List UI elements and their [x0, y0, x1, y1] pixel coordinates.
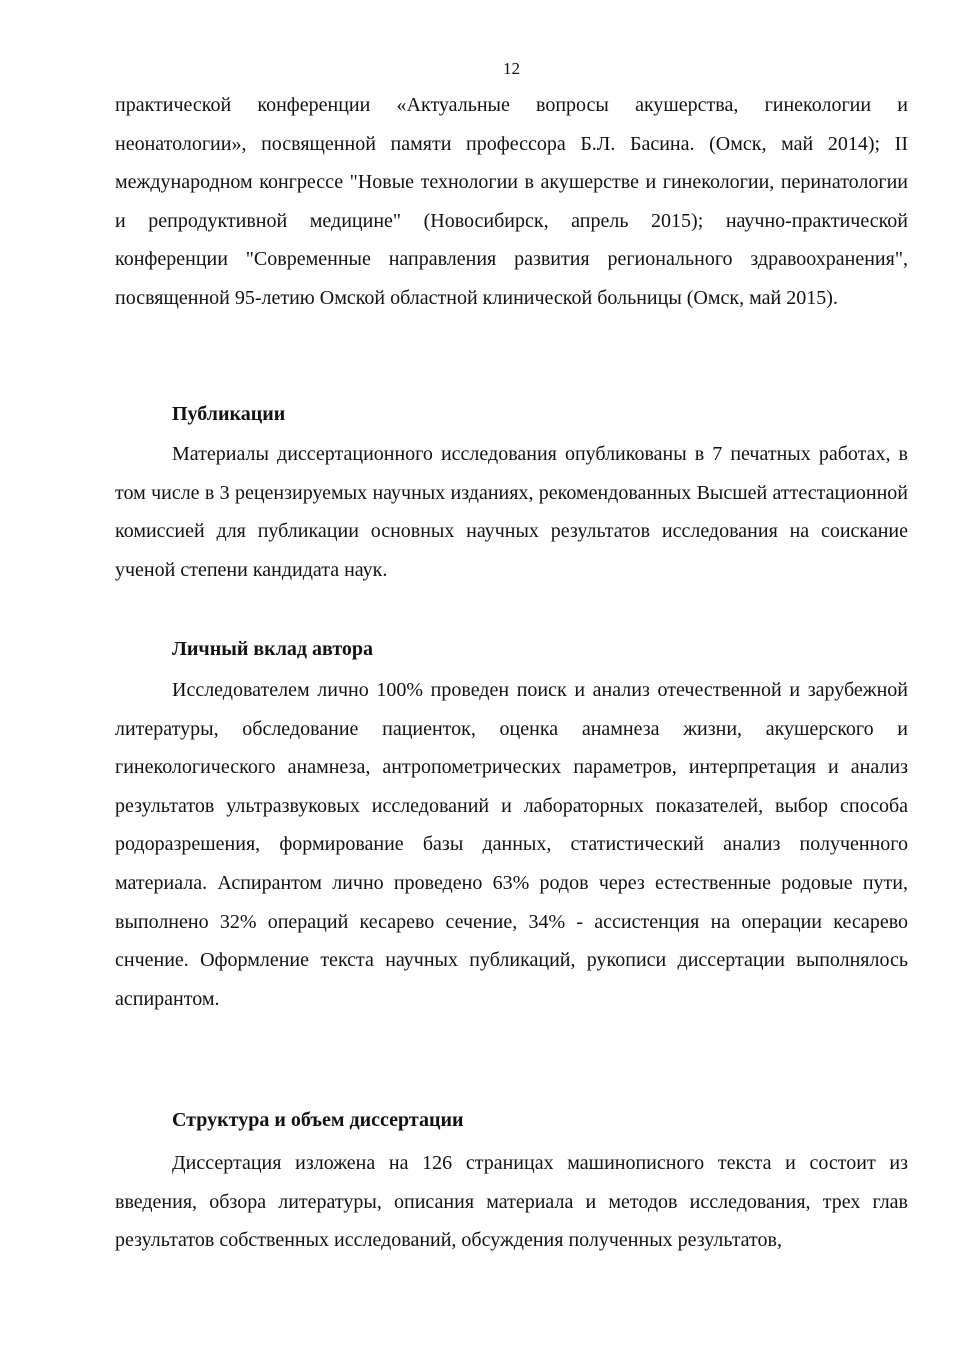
page-number: 12 [503, 59, 520, 78]
heading-personal-contribution: Личный вклад автора [172, 638, 374, 660]
personal-contribution-paragraph: Исследователем лично 100% проведен поиск и анализ отечественной и зарубежной литературы, обследование пациенток, оценка анамнеза жизни, акушерского и гинекологического анамнеза, антропометрических параметров, интерпретация и анализ результатов ультразвуковых исследований и лабораторных показателей, выбор способа родоразрешения, формирование базы данных, статистический анализ полученного материала. Аспирантом лично проведено 63% родов через естественные родовые пути, выполнено 32% операций кесарево сечение, 34% - ассистенция на операции кесарево снчение. Оформление текста научных публикаций, рукописи диссертации выполнялось аспирантом. [115, 679, 908, 1010]
dissertation-structure-paragraph: Диссертация изложена на 126 страницах машинописного текста и состоит из введения, обзора литературы, описания материала и методов исследования, трех глав результатов собственных исследований, обсуждения полученных результатов, [115, 1152, 908, 1252]
publications-paragraph: Материалы диссертационного исследования опубликованы в 7 печатных работах, в том числе в 3 рецензируемых научных изданиях, рекомендованных Высшей аттестационной комиссией для публикации основных научных результатов исследования на соискание ученой степени кандидата наук. [115, 443, 908, 581]
intro-paragraph: практической конференции «Актуальные вопросы акушерства, гинекологии и неонатологии», посвященной памяти профессора Б.Л. Басина. (Омск, май 2014); II международном конгрессе "Новые технологии в акушерстве и гинекологии, перинатологии и репродуктивной медицине" (Новосибирск, апрель 2015); научно-практической конференции "Современные направления развития регионального здравоохранения", посвященной 95-летию Омской областной клинической больницы (Омск, май 2015). [115, 94, 908, 309]
heading-publications: Публикации [172, 403, 286, 425]
heading-dissertation-structure: Структура и объем диссертации [172, 1109, 464, 1131]
